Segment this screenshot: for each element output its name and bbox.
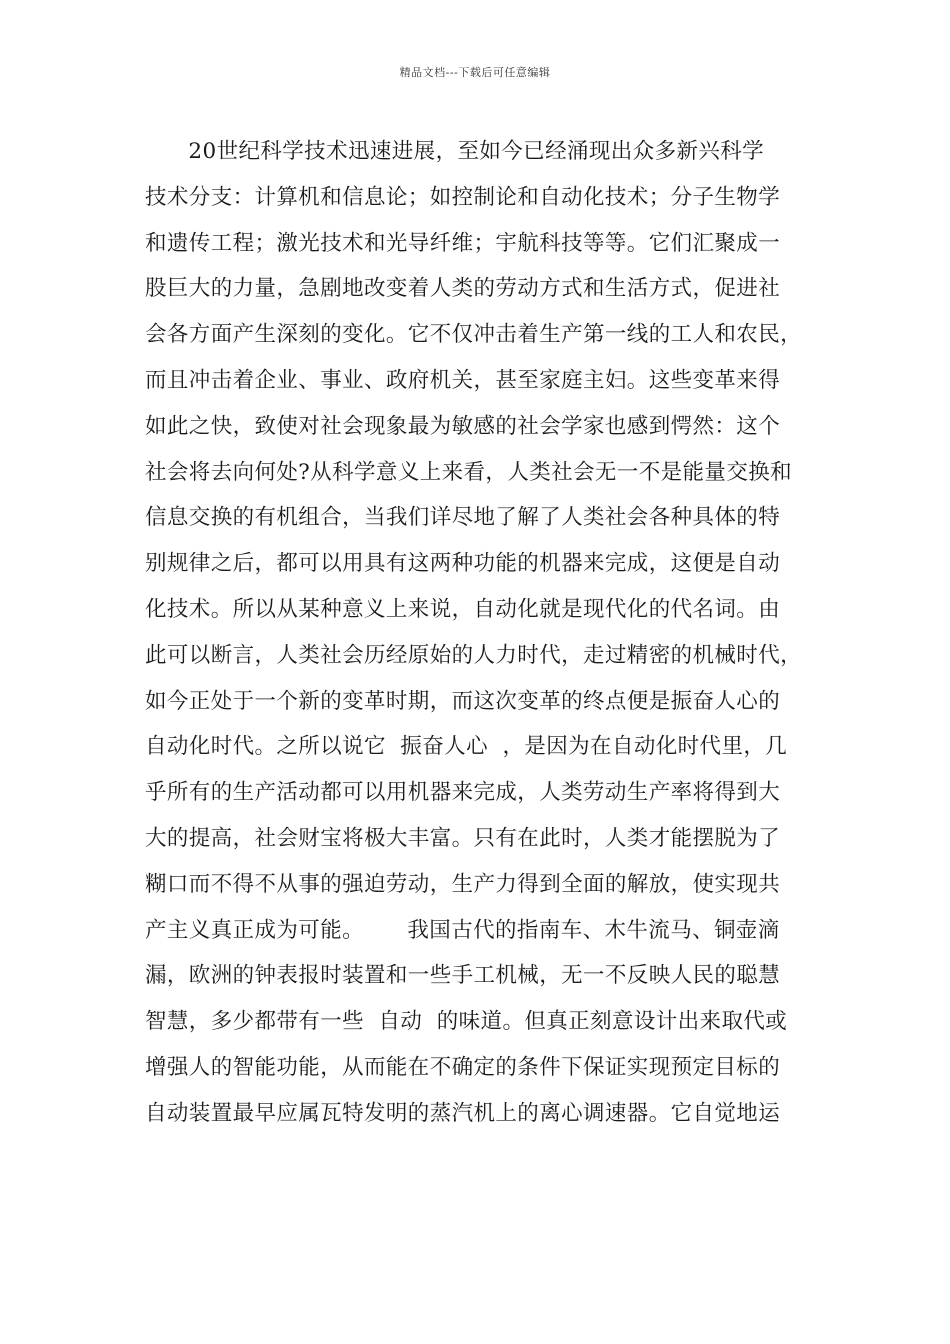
text-line: 乎所有的生产活动都可以用机器来完成，人类劳动生产率将得到大 [145, 780, 781, 806]
text-line: 漏，欧洲的钟表报时装置和一些手工机械，无一不反映人民的聪慧 [145, 963, 781, 989]
text-line: 信息交换的有机组合，当我们详尽地了解了人类社会各种具体的特 [145, 505, 781, 531]
text-line: 技术分支：计算机和信息论；如控制论和自动化技术；分子生物学 [145, 184, 781, 210]
text-line: 增强人的智能功能，从而能在不确定的条件下保证实现预定目标的 [145, 1054, 781, 1080]
text-line: 而且冲击着企业、事业、政府机关，甚至家庭主妇。这些变革来得 [145, 367, 781, 393]
text-line: 此可以断言，人类社会历经原始的人力时代，走过精密的机械时代， [145, 642, 803, 668]
text-line: 股巨大的力量，急剧地改变着人类的劳动方式和生活方式，促进社 [145, 276, 781, 302]
text-line: 糊口而不得不从事的强迫劳动，生产力得到全面的解放，使实现共 [145, 871, 781, 897]
text-line: 和遗传工程；激光技术和光导纤维；宇航科技等等。它们汇聚成一 [145, 230, 781, 256]
text-line: 会各方面产生深刻的变化。它不仅冲击着生产第一线的工人和农民， [145, 322, 803, 348]
text-line: 自动化时代。之所以说它 振奋人心 ，是因为在自动化时代里，几 [145, 734, 788, 760]
text-line: 如此之快，致使对社会现象最为敏感的社会学家也感到愕然：这个 [145, 413, 781, 439]
text-line: 别规律之后，都可以用具有这两种功能的机器来完成，这便是自动 [145, 551, 781, 577]
text-line: 20世纪科学技术迅速进展，至如今已经涌现出众多新兴科学 [145, 139, 765, 164]
page-header: 精品文档---下载后可任意编辑 [399, 66, 551, 79]
text-line: 化技术。所以从某种意义上来说，自动化就是现代化的代名词。由 [145, 596, 781, 622]
body-paragraph [145, 133, 809, 1141]
text-line: 自动装置最早应属瓦特发明的蒸汽机上的离心调速器。它自觉地运 [145, 1100, 781, 1126]
text-line: 如今正处于一个新的变革时期，而这次变革的终点便是振奋人心的 [145, 688, 781, 714]
text-line: 社会将去向何处?从科学意义上来看，人类社会无一不是能量交换和 [145, 459, 793, 485]
text-line: 产主义真正成为可能。 我国古代的指南车、木牛流马、铜壶滴 [145, 917, 780, 943]
text-line: 大的提高，社会财宝将极大丰富。只有在此时，人类才能摆脱为了 [145, 825, 781, 851]
text-line: 智慧，多少都带有一些 自动 的味道。但真正刻意设计出来取代或 [145, 1009, 788, 1035]
